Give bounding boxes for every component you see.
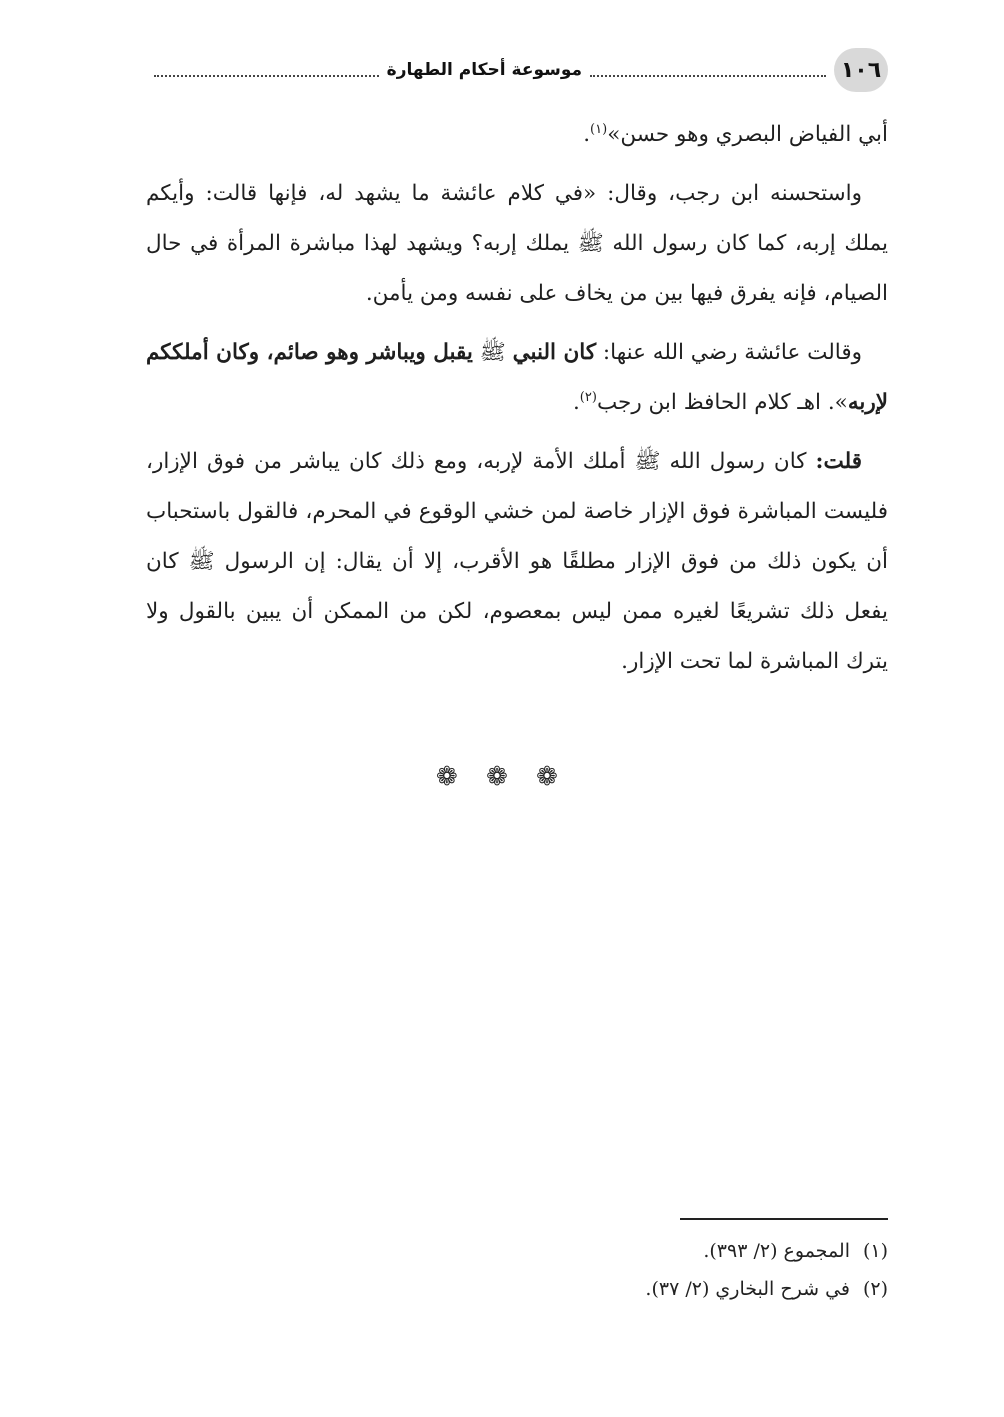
header-dotted-leader-left [154,75,379,77]
running-header [146,48,888,92]
footnote-ref-1[interactable]: (١) [590,121,608,137]
paragraph-2: واستحسنه ابن رجب، وقال: «في كلام عائشة ما يشهد له، فإنها قالت: وأيكم يملك إربه، كما كان رسول الله ﷺ يملك إربه؟ ويشهد لهذا مباشرة المرأة في حال الصيام، فإنه يفرق فيها بين من يخاف على نفسه ومن يأمن. [146,181,888,306]
page-number: ١٠٦ [834,48,888,92]
footnote-1: (١)المجموع (٢/ ٣٩٣). [703,1240,888,1262]
paragraph-1: أبي الفياض البصري وهو حسن»$^{(١)}$. [583,121,888,147]
bold-quote-part-2: يقبل ويباشر وهو صائم، وكان أملككم لإربه [146,340,888,415]
footnote-ref-2[interactable]: (٢) [579,389,597,405]
footnote-rule [680,1218,888,1220]
body-text [146,110,888,696]
bold-quote-part-1: كان النبي [512,340,597,365]
header-dotted-leader-right [590,75,826,77]
footnote-2: (٢)في شرح البخاري (٢/ ٣٧). [645,1278,888,1300]
book-title: موسوعة أحكام الطهارة [386,60,582,80]
qultu-label: قلت: [815,449,862,474]
footnotes [500,1232,888,1308]
section-divider-ornament: ❁ ❁ ❁ [436,762,568,792]
paragraph-4: قلت: كان رسول الله ﷺ أملك الأمة لإربه، ومع ذلك كان يباشر من فوق الإزار، فليست المباشرة فوق الإزار خاصة لمن خشي الوقوع في المحرم، فالقول باستحباب أن يكون ذلك من فوق الإزار مطلقًا هو الأقرب، إلا أن يقال: إن الرسول ﷺ كان يفعل ذلك تشريعًا لغيره ممن ليس بمعصوم، لكن من الممكن أن يبين بالقول ولا يترك المباشرة لما تحت الإزار. [146,449,888,674]
paragraph-3: وقالت عائشة رضي الله عنها: كان النبي ﷺ يقبل ويباشر وهو صائم، وكان أملككم لإربه». اهـ كلام الحافظ ابن رجب$^{(٢)}$. [146,340,888,415]
